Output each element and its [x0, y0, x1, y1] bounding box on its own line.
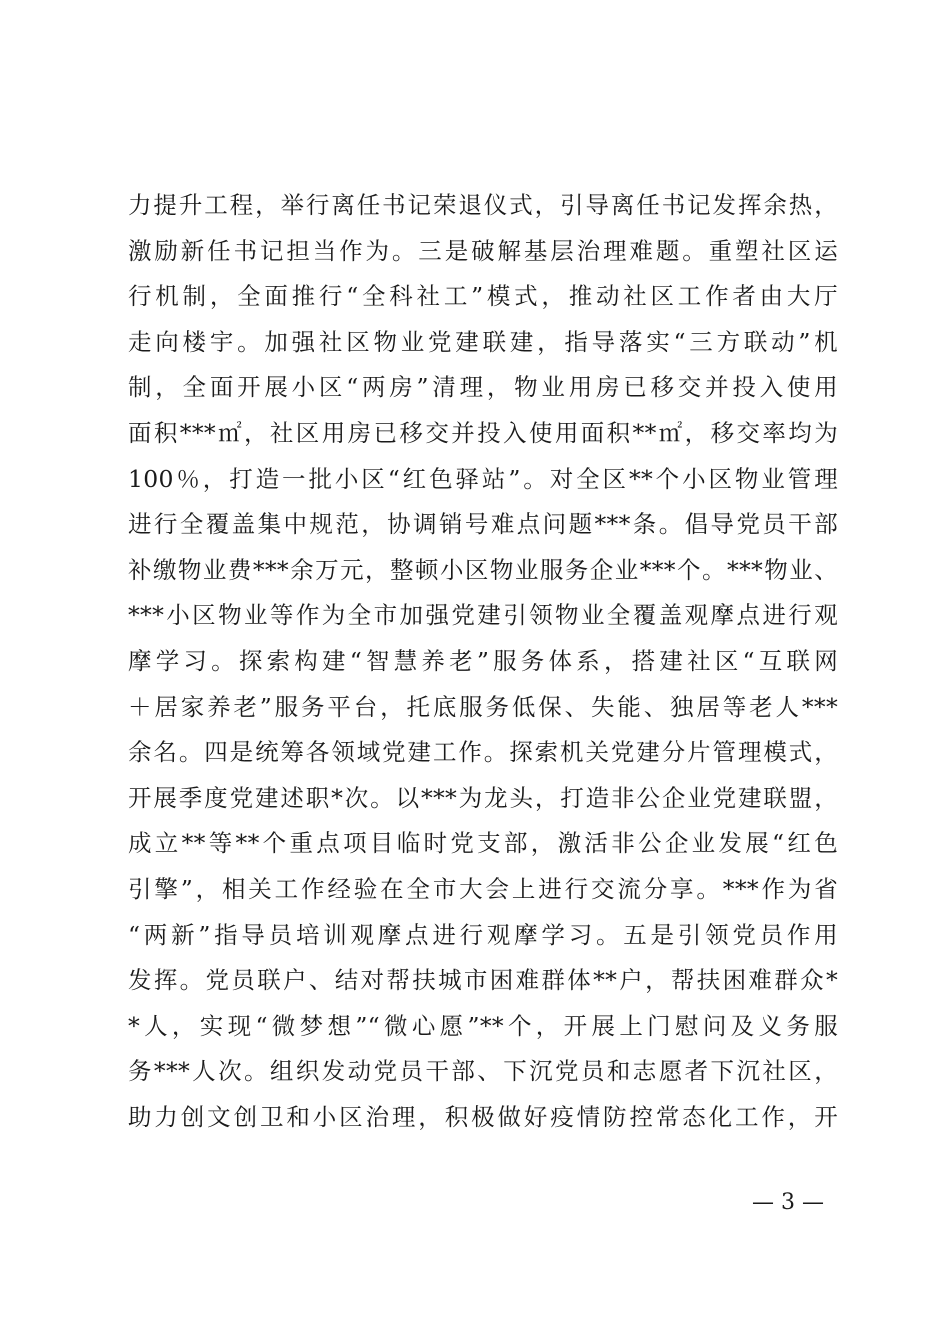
text-line: 成立**等**个重点项目临时党支部，激活非公企业发展“红色 — [128, 829, 838, 858]
body-text — [128, 183, 838, 1140]
text-line: 摩学习。探索构建“智慧养老”服务体系，搭建社区“互联网 — [128, 646, 839, 675]
text-line: 面积***㎡，社区用房已移交并投入使用面积**㎡，移交率均为 — [128, 418, 838, 447]
text-line: 余名。四是统筹各领域党建工作。探索机关党建分片管理模式， — [128, 738, 838, 767]
text-line: 补缴物业费***余万元，整顿小区物业服务企业***个。***物业、 — [128, 555, 838, 584]
text-line: 走向楼宇。加强社区物业党建联建，指导落实“三方联动”机 — [128, 327, 838, 356]
text-line: ***小区物业等作为全市加强党建引领物业全覆盖观摩点进行观 — [128, 601, 838, 630]
text-line: 激励新任书记担当作为。三是破解基层治理难题。重塑社区运 — [128, 236, 838, 265]
text-line: 制，全面开展小区“两房”清理，物业用房已移交并投入使用 — [128, 373, 838, 402]
text-line: ＋居家养老”服务平台，托底服务低保、失能、独居等老人*** — [128, 692, 838, 721]
text-line: 100％，打造一批小区“红色驿站”。对全区**个小区物业管理 — [128, 464, 838, 493]
text-line: “两新”指导员培训观摩点进行观摩学习。五是引领党员作用 — [128, 920, 838, 949]
text-line: 开展季度党建述职*次。以***为龙头，打造非公企业党建联盟， — [128, 783, 838, 812]
text-line: 进行全覆盖集中规范，协调销号难点问题***条。倡导党员干部 — [128, 510, 838, 539]
text-line: 引擎”，相关工作经验在全市大会上进行交流分享。***作为省 — [128, 874, 838, 903]
text-line: 发挥。党员联户、结对帮扶城市困难群体**户，帮扶困难群众* — [128, 966, 838, 995]
text-line: *人，实现“微梦想”“微心愿”**个，开展上门慰问及义务服 — [128, 1011, 838, 1040]
text-line: 力提升工程，举行离任书记荣退仪式，引导离任书记发挥余热， — [128, 191, 838, 219]
text-line: 助力创文创卫和小区治理，积极做好疫情防控常态化工作，开 — [128, 1102, 838, 1131]
page-number: — 3 — — [752, 1190, 824, 1215]
text-line: 务***人次。组织发动党员干部、下沉党员和志愿者下沉社区， — [128, 1057, 838, 1086]
text-line: 行机制，全面推行“全科社工”模式，推动社区工作者由大厅 — [128, 282, 838, 311]
